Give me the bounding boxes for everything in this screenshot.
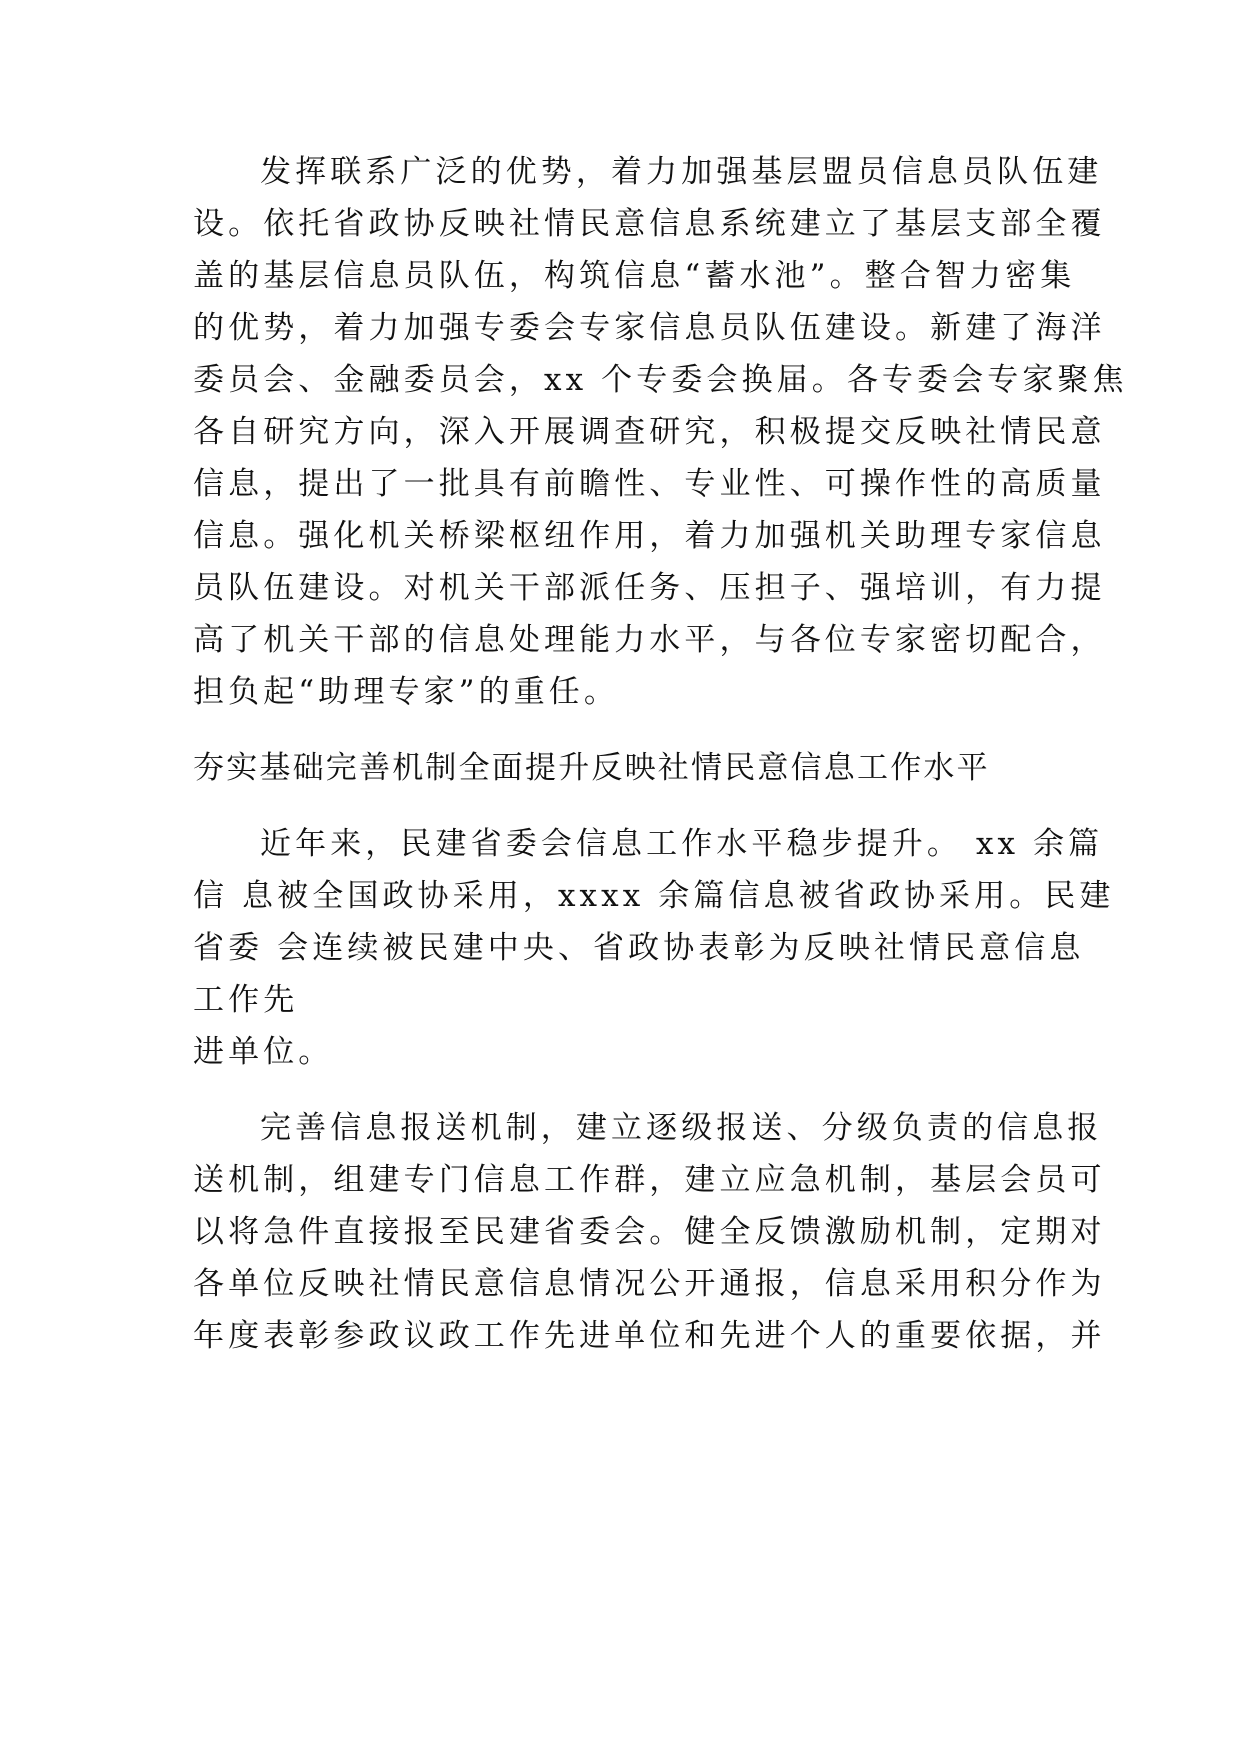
- section-heading: 夯实基础完善机制全面提升反映社情民意信息工作水平: [193, 750, 990, 786]
- paragraph-2-line-2: 信 息被全国政协采用，xxxx 余篇信息被省政协采用。民建: [193, 878, 1115, 914]
- paragraph-1-line-6: 各自研究方向，深入开展调查研究，积极提交反映社情民意: [193, 414, 1106, 450]
- paragraph-2-line-5: 进单位。: [193, 1034, 334, 1070]
- paragraph-1-line-11: 担负起“助理专家”的重任。: [193, 674, 619, 710]
- paragraph-1-line-9: 员队伍建设。对机关干部派任务、压担子、强培训，有力提: [193, 570, 1106, 606]
- paragraph-1-line-3: 盖的基层信息员队伍，构筑信息“蓄水池”。整合智力密集: [193, 258, 1076, 294]
- paragraph-1-line-2: 设。依托省政协反映社情民意信息系统建立了基层支部全覆: [193, 206, 1106, 242]
- paragraph-2-line-4: 工作先: [193, 982, 299, 1018]
- paragraph-3-line-2: 送机制，组建专门信息工作群，建立应急机制，基层会员可: [193, 1162, 1106, 1198]
- paragraph-3-line-3: 以将急件直接报至民建省委会。健全反馈激励机制，定期对: [193, 1214, 1106, 1250]
- paragraph-1-line-7: 信息，提出了一批具有前瞻性、专业性、可操作性的高质量: [193, 466, 1106, 502]
- paragraph-3-line-5: 年度表彰参政议政工作先进单位和先进个人的重要依据，并: [193, 1318, 1106, 1354]
- paragraph-1-line-4: 的优势，着力加强专委会专家信息员队伍建设。新建了海洋: [193, 310, 1106, 346]
- paragraph-2-line-1: 近年来，民建省委会信息工作水平稳步提升。 xx 余篇: [260, 826, 1104, 862]
- paragraph-3-line-1: 完善信息报送机制，建立逐级报送、分级负责的信息报: [260, 1110, 1103, 1146]
- paragraph-1-line-1: 发挥联系广泛的优势，着力加强基层盟员信息员队伍建: [260, 154, 1103, 190]
- paragraph-3-line-4: 各单位反映社情民意信息情况公开通报，信息采用积分作为: [193, 1266, 1106, 1302]
- paragraph-1-line-5: 委员会、金融委员会，xx 个专委会换届。各专委会专家聚焦: [193, 362, 1128, 398]
- paragraph-2-line-3: 省委 会连续被民建中央、省政协表彰为反映社情民意信息: [193, 930, 1085, 966]
- paragraph-1-line-8: 信息。强化机关桥梁枢纽作用，着力加强机关助理专家信息: [193, 518, 1106, 554]
- paragraph-1-line-10: 高了机关干部的信息处理能力水平，与各位专家密切配合，: [193, 622, 1106, 658]
